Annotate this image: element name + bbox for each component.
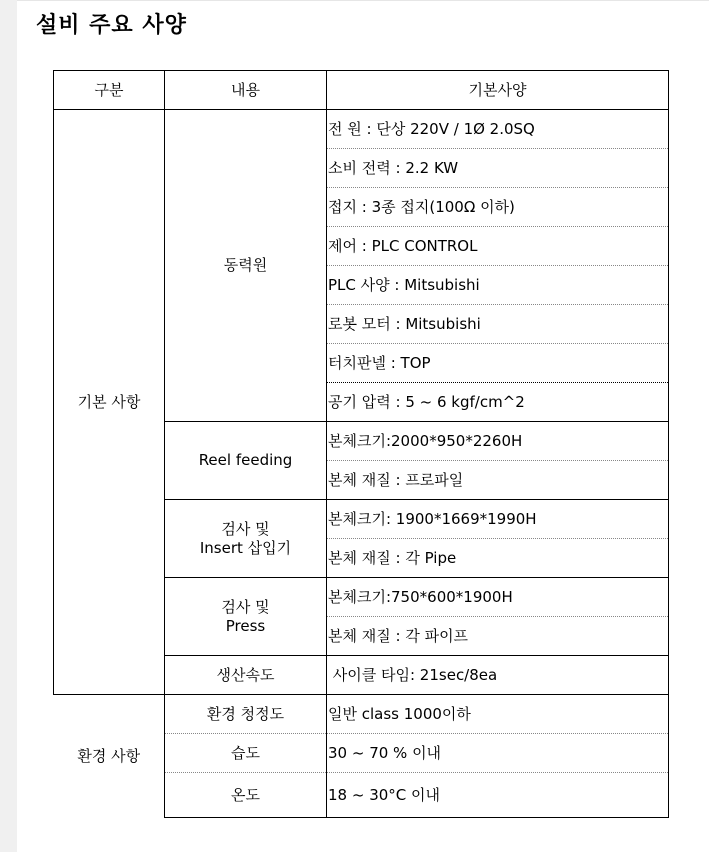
item-cleanliness: 환경 청정도 bbox=[165, 695, 327, 734]
header-category: 구분 bbox=[54, 71, 165, 110]
table-row bbox=[54, 695, 669, 734]
header-item: 내용 bbox=[165, 71, 327, 110]
spec-insert-size: 본체크기: 1900*1669*1990H bbox=[327, 500, 669, 539]
spec-cleanliness: 일반 class 1000이하 bbox=[327, 695, 669, 734]
item-inspection-insert-line2: Insert 삽입기 bbox=[199, 538, 292, 557]
table-row bbox=[54, 110, 669, 149]
item-temperature: 온도 bbox=[165, 773, 327, 818]
item-inspection-insert bbox=[165, 500, 327, 578]
spec-reel-material: 본체 재질 : 프로파일 bbox=[327, 461, 669, 500]
category-environment: 환경 사항 bbox=[54, 695, 165, 818]
spec-table bbox=[53, 70, 669, 818]
table-header-row bbox=[54, 71, 669, 110]
item-inspection-press-line1: 검사 및 bbox=[221, 597, 270, 616]
item-power-source: 동력원 bbox=[165, 110, 327, 422]
spec-grounding: 접지 : 3종 접지(100Ω 이하) bbox=[327, 188, 669, 227]
item-reel-feeding: Reel feeding bbox=[165, 422, 327, 500]
spec-plc: PLC 사양 : Mitsubishi bbox=[327, 266, 669, 305]
item-production-speed: 생산속도 bbox=[165, 656, 327, 695]
spec-air-pressure: 공기 압력 : 5 ~ 6 kgf/cm^2 bbox=[327, 383, 669, 422]
page-title: 설비 주요 사양 bbox=[36, 13, 187, 38]
item-inspection-press bbox=[165, 578, 327, 656]
spec-consumption: 소비 전력 : 2.2 KW bbox=[327, 149, 669, 188]
item-inspection-press-line2: Press bbox=[225, 616, 266, 635]
spec-reel-size: 본체크기:2000*950*2260H bbox=[327, 422, 669, 461]
category-basic: 기본 사항 bbox=[54, 110, 165, 695]
spec-temperature: 18 ~ 30°C 이내 bbox=[327, 773, 669, 818]
spec-humidity: 30 ~ 70 % 이내 bbox=[327, 734, 669, 773]
header-spec: 기본사양 bbox=[327, 71, 669, 110]
item-humidity: 습도 bbox=[165, 734, 327, 773]
top-divider bbox=[17, 0, 709, 1]
spec-power: 전 원 : 단상 220V / 1Ø 2.0SQ bbox=[327, 110, 669, 149]
spec-press-size: 본체크기:750*600*1900H bbox=[327, 578, 669, 617]
spec-cycle-time: 사이클 타임: 21sec/8ea bbox=[327, 656, 669, 695]
spec-insert-material: 본체 재질 : 각 Pipe bbox=[327, 539, 669, 578]
spec-touch-panel: 터치판넬 : TOP bbox=[327, 344, 669, 383]
spec-robot-motor: 로봇 모터 : Mitsubishi bbox=[327, 305, 669, 344]
item-inspection-insert-line1: 검사 및 bbox=[221, 519, 270, 538]
spec-press-material: 본체 재질 : 각 파이프 bbox=[327, 617, 669, 656]
spec-control: 제어 : PLC CONTROL bbox=[327, 227, 669, 266]
left-margin-bar bbox=[0, 0, 17, 852]
